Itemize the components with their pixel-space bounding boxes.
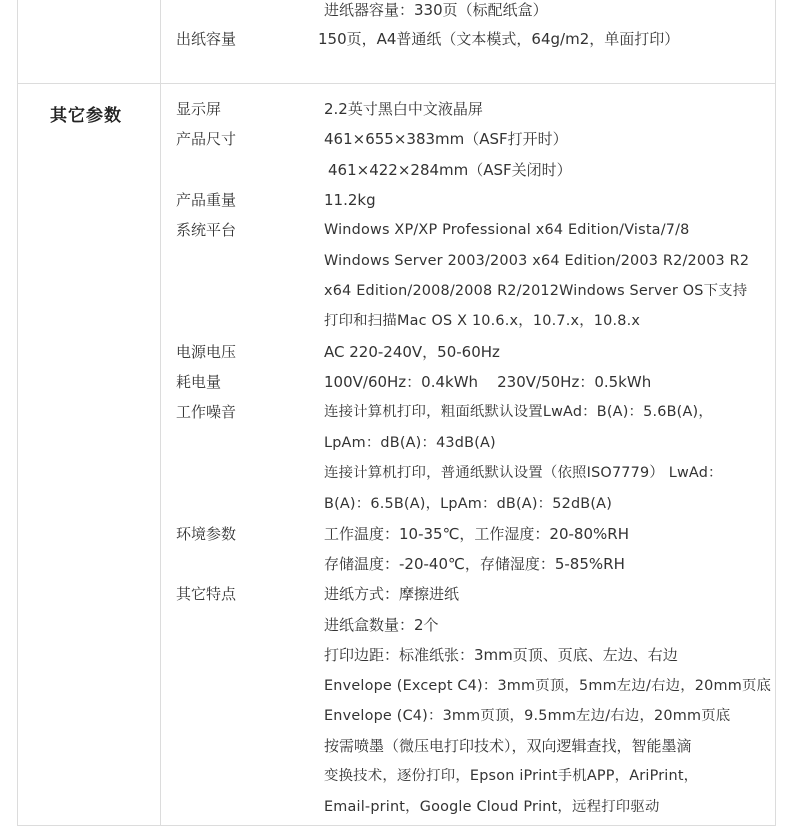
spec-value-display: 2.2英寸黑白中文液晶屏 — [324, 100, 483, 118]
spec-label-dimensions: 产品尺寸 — [176, 130, 237, 148]
spec-label-features: 其它特点 — [176, 585, 237, 603]
section-divider — [18, 83, 775, 84]
spec-value-features-line: 进纸方式：摩擦进纸 — [324, 585, 460, 603]
spec-value-noise-line: LpAm：dB(A)：43dB(A) — [324, 435, 496, 451]
spec-value-output-capacity: 150页，A4普通纸（文本模式，64g/m2，单面打印） — [318, 30, 680, 48]
spec-value-features-line: Envelope (C4)：3mm页顶，9.5mm左边/右边，20mm页底 — [324, 708, 731, 724]
spec-value-os-line: x64 Edition/2008/2008 R2/2012Windows Server OS下支持 — [324, 283, 748, 299]
spec-label-environment: 环境参数 — [176, 525, 237, 543]
category-other-params: 其它参数 — [50, 106, 122, 126]
spec-value-features-line: Envelope (Except C4)：3mm页顶，5mm左边/右边，20mm页底 — [324, 678, 772, 694]
spec-value-dimensions-open: 461×655×383mm（ASF打开时） — [324, 130, 568, 148]
spec-value-features-line: Email-print，Google Cloud Print，远程打印驱动 — [324, 799, 660, 815]
spec-value-power: 100V/60Hz：0.4kWh 230V/50Hz：0.5kWh — [324, 373, 652, 391]
spec-value-os-line: 打印和扫描Mac OS X 10.6.x，10.7.x，10.8.x — [324, 313, 641, 329]
spec-value-features-line: 打印边距：标准纸张：3mm页顶、页底、左边、右边 — [324, 646, 678, 664]
spec-label-output-capacity: 出纸容量 — [176, 30, 237, 48]
spec-label-noise: 工作噪音 — [176, 403, 237, 421]
spec-value-features-line: 变换技术，逐份打印，Epson iPrint手机APP，AriPrint， — [324, 768, 699, 784]
spec-value-weight: 11.2kg — [324, 191, 376, 209]
spec-value-environment-line: 存储温度：-20-40℃，存储湿度：5-85%RH — [324, 555, 625, 573]
spec-value-noise-line: 连接计算机打印，普通纸默认设置（依照ISO7779） LwAd： — [324, 465, 723, 481]
spec-value-environment-line: 工作温度：10-35℃，工作湿度：20-80%RH — [324, 525, 629, 543]
spec-label-voltage: 电源电压 — [176, 343, 237, 361]
spec-value-noise-line: B(A)：6.5B(A)，LpAm：dB(A)：52dB(A) — [324, 496, 613, 512]
spec-value-voltage: AC 220-240V，50-60Hz — [324, 343, 500, 361]
spec-label-display: 显示屏 — [176, 100, 222, 118]
column-divider — [160, 0, 161, 825]
spec-label-power: 耗电量 — [176, 373, 222, 391]
spec-value-features-line: 进纸盒数量：2个 — [324, 616, 439, 634]
spec-value-feeder-capacity: 进纸器容量：330页（标配纸盒） — [324, 1, 548, 19]
spec-label-os: 系统平台 — [176, 221, 237, 239]
spec-value-os-line: Windows XP/XP Professional x64 Edition/Vista/7/8 — [324, 222, 690, 238]
spec-value-os-line: Windows Server 2003/2003 x64 Edition/2003 R2/2003 R2 — [324, 253, 750, 269]
spec-value-dimensions-closed: 461×422×284mm（ASF关闭时） — [328, 161, 572, 179]
spec-label-weight: 产品重量 — [176, 191, 237, 209]
spec-value-features-line: 按需喷墨（微压电打印技术），双向逻辑查找，智能墨滴 — [324, 737, 692, 755]
spec-value-noise-line: 连接计算机打印，粗面纸默认设置LwAd：B(A)：5.6B(A)， — [324, 404, 713, 420]
